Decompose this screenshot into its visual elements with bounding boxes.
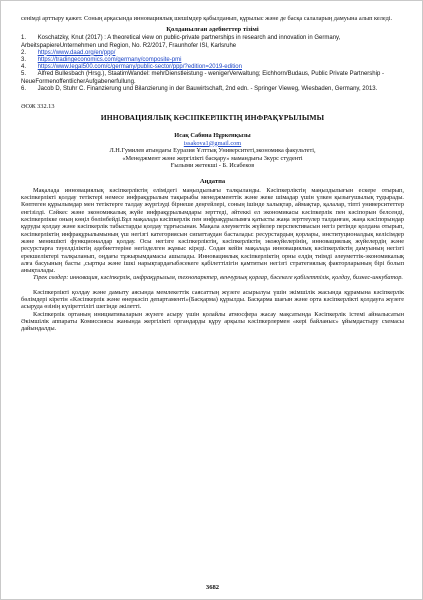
reference-link-3[interactable]: https://tradingeconomics.com/germany/composite-pmi bbox=[37, 56, 182, 63]
reference-link-2[interactable]: https://www.daad.org/en/ppp/ bbox=[37, 49, 116, 56]
author-affiliation-1: Л.Н.Гумилев атындағы Еуразия Ұлттық Университеті,экономика факультеті, bbox=[109, 147, 316, 155]
author-affiliation-2: «Менеджмент және жергілікті басқару» мамандығы 3курс студенті bbox=[122, 154, 303, 162]
author-supervisor: Ғылыми жетекші - Б. Исабеков bbox=[170, 162, 255, 170]
author-email-link[interactable]: issakova1@gmail.com bbox=[183, 139, 242, 147]
reference-item-2: 2. https://www.daad.org/en/ppp/ bbox=[21, 49, 116, 56]
document-page bbox=[21, 15, 404, 591]
udk-code: ӘОЖ 332.13 bbox=[21, 102, 55, 110]
references-title: Қолданылған әдебиеттер тізімі bbox=[166, 26, 259, 34]
abstract-heading: Аңдатпа bbox=[199, 177, 226, 185]
reference-item-6: 6. Jacob D, Stuhr C. Finanzierung und Bilanzierung in der Bauwirtschaft, 2nd edn. - Springer Vieweg, Wiesbaden, Germany, 2013. bbox=[21, 85, 378, 92]
reference-item-5: 5. Alfred Bullesbach (Hrsg.), StaatimWandel: mehrDienstleistung - wenigerVerwaltung; Eichhorn/Budaus, Public Private Partnership - NeueFormenoffentlicherAufgabenerfullung. bbox=[21, 71, 384, 85]
top-paragraph: сенімді арттыру қажет. Соның арқасында инновациялық шешімдер қабылданып, құрылыс және де басқа салаларың дамуына алып келеді. bbox=[21, 15, 393, 22]
reference-item-3: 3. https://tradingeconomics.com/germany/composite-pmi bbox=[21, 56, 182, 63]
reference-link-4[interactable]: https://www.legal500.com/c/germany/public-sector/ppp/?edition=2019-edition bbox=[37, 64, 242, 71]
author-email-line bbox=[21, 140, 404, 148]
body-paragraph-1: Кәсіпкерлікті қолдау және дамыту аясында мемлекеттік саясаттың жүзеге асырылуы үшін экімшілік жасында құрамына кәсіпкерлік бөлімдері кіретін «Кәсіпкерлік және өнеркәсіп департаменті»(Басқарма) құрылды. Басқарма шағын және орта кәсіпкерлікті қолдауға жүзеге асыруда өзінің күзіреттілігі шегінде әкілетті. bbox=[21, 288, 404, 311]
article-title: ИННОВАЦИЯЛЫҚ КӘСІПКЕРЛІКТІҢ ИНФРАҚҰРЫЛЫМЫ bbox=[100, 112, 325, 122]
reference-item-1: 1. Koschatzky, Knut (2017) : A theoretical view on public-private partnerships in research and innovation in Germany, ArbeitspapiereUnternehmen und Region, No. R2/2017, Fraunhofer ISI, Karlsruhe bbox=[21, 35, 341, 49]
references-list bbox=[21, 35, 404, 93]
author-name: Исақ Сабина Нұркенқызы bbox=[174, 131, 251, 139]
page-number: 3682 bbox=[205, 584, 220, 591]
keywords: Тірек сөздер: инновация, кәсіпкерлік, инфрақұрылым, технопарктер, венчурлық қорлар, бәсекеге қабілеттілік, қолдау, бизнес-инкубатор. bbox=[33, 274, 403, 282]
body-paragraph-2: Кәсіпкерлік ортаның инициативаларын жүзеге асыру үшін қолайлы атмосфера жасау мақсатында Кәсіпкерлік істемі айналысатын Әкімшілік аппараты Комиссиясы жанында жергілікті органдарды құру арқылы кәсіпкерлермен «кері байланыс» ұйымдастыру схемасы дайындалды. bbox=[21, 310, 404, 333]
reference-item-4: 4. https://www.legal500.com/c/germany/public-sector/ppp/?edition=2019-edition bbox=[21, 64, 242, 71]
abstract-text: Мақалада инновациялық кәсіпкерліктің елімідегі маңыздылығы талқыланды. Кәсіпкерліктің маңыздылығын ескере отырып, кәсіпкерлікті қолдау тетіктері немесе инфрақұрылым тақырыбы менеджменттік және жеке шімадар үшін үлкен қызығушылық тудырады. Көптеген құрылымдар мен тетіктерге талдау жүргізуді бірнеше деңгейлері, соның ішінде халықтар, аймақтар, қалалар, тіпті университеттер енгізілді. Сәйкес және экономикалық жүйе инфрақұрылымдары зерттеді, әйтеккі ел экономикасы кәсіпкерлік пен кәсіпорын белсенді, кәсіпкерлікке оның көңіл бөлінбейді.Бұл мақалада кәсіпкерлік пен инфрақұрылымға қатысты жаңа зерттеулер талданған, жаңа кәсіпорындар құруды қолдау және кәсіпкерлік табыстарды қолдау тұрғысынан. Мақала әлеуметтік жүйелер перспективасын негіз ретінде қолдана отырып, кәсіпкерліктің инфрақұрылымының үш негізгі категориясын сипаттаудан басталады: ресурстардың қорлары, институционалдық келісімдер және менишікті функционалдар қолдау. Осы негізге кәсіпкерліктің, кәсіпкерліктің экожүйелерінің, инновациялық жүйелердің және ресурстарға тәуелділіктің әдебиеттеріне негізделген жұмыс кіреді. Содан кейін мақалада инновациялық кәсіпкерліктің дамуының негізгі ерекшеліктері талқыланып, оңдағы тұжырымдамасы ашылады. Инновациялық кәсіпкерліктің орны елдің тиімді әлеуметтік-экономикалық алға басуының басты ,сыртқы және ішкі нарықтардағыбәсекеге қабілеттілігін қамтитын негізгі стратегиялық факторларының бірі болып анықталады. bbox=[21, 186, 404, 275]
